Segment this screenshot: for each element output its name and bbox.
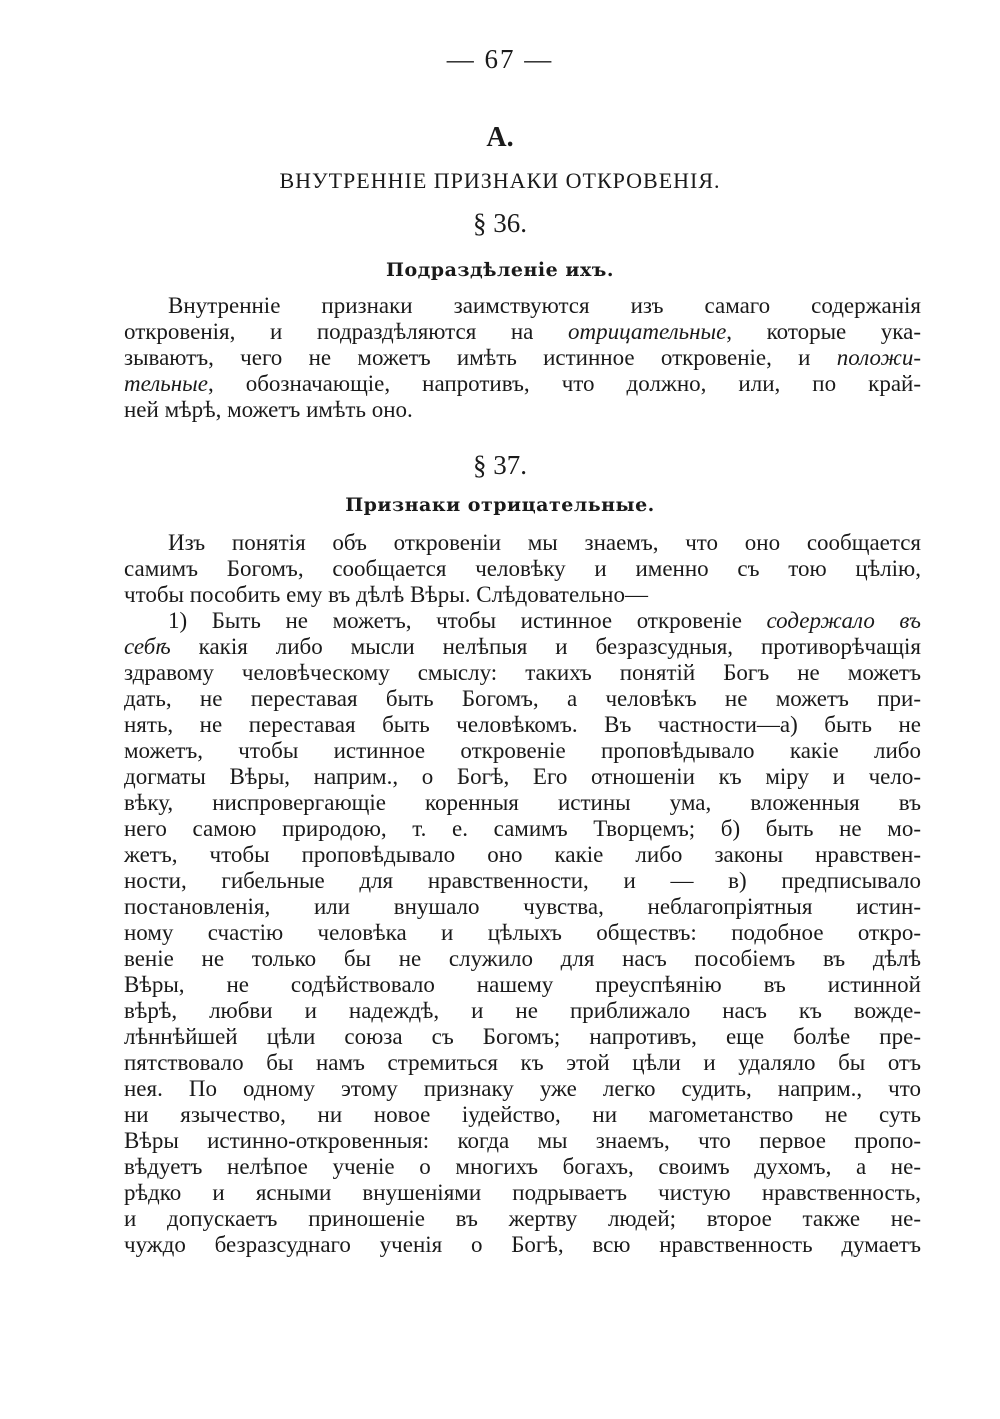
text-line: вѣрѣ, любви и надеждѣ, и не приближало насъ къ вожде- — [124, 998, 921, 1023]
text-line: рѣдко и ясными внушеніями подрываетъ чистую нравственность, — [124, 1180, 921, 1205]
page-number: — 67 — — [446, 44, 554, 74]
paragraph-37-body — [124, 530, 921, 1258]
text-line: постановленія, или внушало чувства, неблагопріятныя истин- — [124, 894, 921, 919]
text-line: тельные, обозначающіе, напротивъ, что должно, или, по край- — [124, 371, 921, 396]
text-line: ности, гибельные для нравственности, и — в) предписывало — [124, 868, 921, 893]
text-line: дать, не переставая быть Богомъ, а человѣкъ не можетъ при- — [124, 686, 921, 711]
paragraph-37-mark: § 37. — [473, 450, 527, 480]
text-line: зываютъ, чего не можетъ имѣть истинное откровеніе, и положи- — [124, 345, 921, 370]
text-line: чуждо безразсуднаго ученія о Богѣ, всю нравственность думаетъ — [124, 1232, 921, 1257]
text-line: Изъ понятія объ откровеніи мы знаемъ, что оно сообщается — [168, 530, 921, 555]
text-line: откровенія, и подраздѣляются на отрицательные, которые ука- — [124, 319, 921, 344]
text-line: лѣннѣйшей цѣли союза съ Богомъ; напротивъ, еще болѣе пре- — [124, 1024, 921, 1049]
text-line: Вѣры истинно-откровенныя: когда мы знаемъ, что первое пропо- — [124, 1128, 921, 1153]
text-line: здравому человѣческому смыслу: такихъ понятій Богъ не можетъ — [124, 660, 921, 685]
text-line: него самою природою, т. е. самимъ Творцемъ; б) быть не мо- — [124, 816, 921, 841]
text-line: чтобы пособить ему въ дѣлѣ Вѣры. Слѣдовательно— — [124, 582, 648, 607]
text-line: догматы Вѣры, наприм., о Богѣ, Его отношеніи къ міру и чело- — [124, 764, 921, 789]
paragraph-37-subtitle: Признаки отрицательные. — [345, 494, 655, 516]
paragraph-36-subtitle: Подраздѣленіе ихъ. — [386, 259, 614, 281]
text-line: и допускаетъ приношеніе въ жертву людей; второе также не- — [124, 1206, 921, 1231]
text-line: пятствовало бы намъ стремиться къ этой цѣли и удаляло бы отъ — [124, 1050, 921, 1075]
text-line: жетъ, чтобы проповѣдывало оно какіе либо законы нравствен- — [124, 842, 921, 867]
section-letter: А. — [486, 122, 514, 153]
text-line: вѣку, ниспровергающіе коренныя истины ума, вложенныя въ — [124, 790, 921, 815]
text-line: ни язычество, ни новое іудейство, ни магометанство не суть — [124, 1102, 921, 1127]
text-line: себѣ какія либо мысли нелѣпыя и безразсудныя, противорѣчащія — [124, 634, 921, 659]
section-title: ВНУТРЕННІЕ ПРИЗНАКИ ОТКРОВЕНІЯ. — [279, 168, 721, 193]
text-line: 1) Быть не можетъ, чтобы истинное откровеніе содержало въ — [168, 608, 921, 633]
text-line: Внутренніе признаки заимствуются изъ самаго содержанія — [168, 293, 921, 318]
paragraph-36-mark: § 36. — [473, 208, 527, 238]
text-line: ней мѣрѣ, можетъ имѣть оно. — [124, 397, 413, 422]
text-line: Вѣры, не содѣйствовало нашему преуспѣянію въ истинной — [124, 972, 921, 997]
text-line: можетъ, чтобы истинное откровеніе проповѣдывало какіе либо — [124, 738, 921, 763]
text-line: нея. По одному этому признаку уже легко судить, наприм., что — [124, 1076, 921, 1101]
text-line: ному счастію человѣка и цѣлыхъ обществъ: подобное откро- — [124, 920, 921, 945]
text-line: самимъ Богомъ, сообщается человѣку и именно съ тою цѣлію, — [124, 556, 921, 581]
paragraph-36-body — [124, 293, 921, 423]
text-line: веніе не только бы не служило для насъ пособіемъ въ дѣлѣ — [124, 946, 921, 971]
text-line: нять, не переставая быть человѣкомъ. Въ частности—а) быть не — [124, 712, 921, 737]
text-line: вѣдуетъ нелѣпое ученіе о многихъ богахъ, своимъ духомъ, а не- — [124, 1154, 921, 1179]
